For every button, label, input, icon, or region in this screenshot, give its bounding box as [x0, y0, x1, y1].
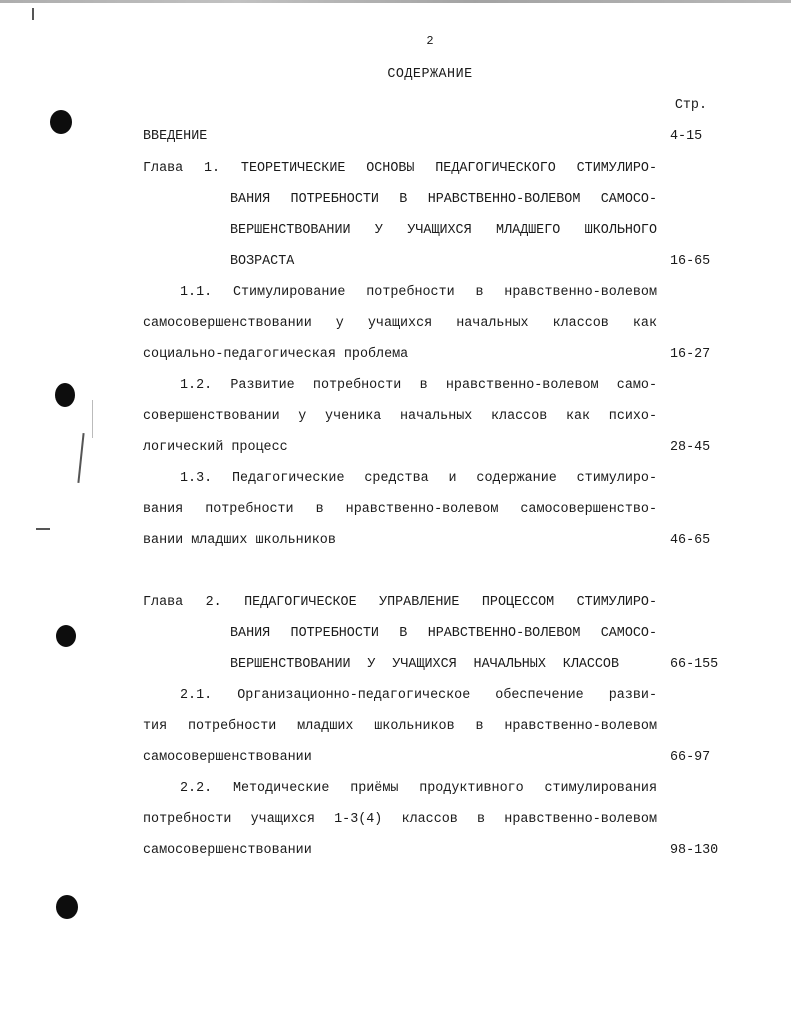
- toc-line: самосовершенствовании: [143, 750, 312, 765]
- toc-line: 1.2. Развитие потребности в нравственно-волевом само-: [180, 378, 657, 393]
- toc-intro-label: ВВЕДЕНИЕ: [143, 129, 208, 144]
- page-column-header: Стр.: [674, 98, 707, 113]
- toc-line: ВОЗРАСТА: [230, 254, 295, 269]
- toc-line: тия потребности младших школьников в нравственно-волевом: [143, 719, 657, 734]
- toc-line: Глава 2. ПЕДАГОГИЧЕСКОЕ УПРАВЛЕНИЕ ПРОЦЕССОМ СТИМУЛИРО-: [143, 595, 657, 610]
- toc-line: ВАНИЯ ПОТРЕБНОСТИ В НРАВСТВЕННО-ВОЛЕВОМ САМОСО-: [230, 192, 657, 207]
- scan-mark: [77, 433, 84, 483]
- toc-line: ВЕРШЕНСТВОВАНИИ У УЧАЩИХСЯ МЛАДШЕГО ШКОЛЬНОГО: [230, 223, 657, 238]
- toc-line: 1.3. Педагогические средства и содержание стимулиро-: [180, 471, 657, 486]
- toc-line: ВАНИЯ ПОТРЕБНОСТИ В НРАВСТВЕННО-ВОЛЕВОМ САМОСО-: [230, 626, 657, 641]
- toc-line: 2.2. Методические приёмы продуктивного стимулирования: [180, 781, 657, 796]
- toc-line: логический процесс: [143, 440, 288, 455]
- toc-line: вании младших школьников: [143, 533, 336, 548]
- toc-chapter-2-pages: 66-155: [670, 657, 719, 672]
- toc-section-1-3-pages: 46-65: [670, 533, 711, 548]
- punch-hole: [50, 110, 72, 134]
- toc-line: потребности учащихся 1-3(4) классов в нравственно-волевом: [143, 812, 657, 827]
- scan-mark: [92, 400, 93, 438]
- page-number: 2: [426, 34, 434, 48]
- scan-top-edge: [0, 0, 791, 3]
- toc-line: самосовершенствовании у учащихся начальных классов как: [143, 316, 657, 331]
- toc-line: совершенствовании у ученика начальных классов как психо-: [143, 409, 657, 424]
- toc-section-2-2-pages: 98-130: [670, 843, 719, 858]
- toc-section-2-1-pages: 66-97: [670, 750, 711, 765]
- toc-line: вания потребности в нравственно-волевом самосовершенство-: [143, 502, 657, 517]
- toc-line: ВЕРШЕНСТВОВАНИИ У УЧАЩИХСЯ НАЧАЛЬНЫХ КЛАССОВ: [230, 657, 619, 672]
- punch-hole: [56, 625, 76, 647]
- toc-section-1-1-pages: 16-27: [670, 347, 711, 362]
- page-title: СОДЕРЖАНИЕ: [387, 67, 473, 82]
- scan-mark: [36, 528, 50, 530]
- punch-hole: [55, 383, 75, 407]
- toc-line: социально-педагогическая проблема: [143, 347, 409, 362]
- toc-chapter-1-pages: 16-65: [670, 254, 711, 269]
- scan-mark-top-left: [32, 8, 34, 20]
- toc-line: 1.1. Стимулирование потребности в нравственно-волевом: [180, 285, 657, 300]
- toc-line: 2.1. Организационно-педагогическое обеспечение разви-: [180, 688, 657, 703]
- toc-line: Глава 1. ТЕОРЕТИЧЕСКИЕ ОСНОВЫ ПЕДАГОГИЧЕСКОГО СТИМУЛИРО-: [143, 161, 657, 176]
- toc-line: самосовершенствовании: [143, 843, 312, 858]
- toc-section-1-2-pages: 28-45: [670, 440, 711, 455]
- punch-hole: [56, 895, 78, 919]
- toc-intro-pages: 4-15: [670, 129, 703, 144]
